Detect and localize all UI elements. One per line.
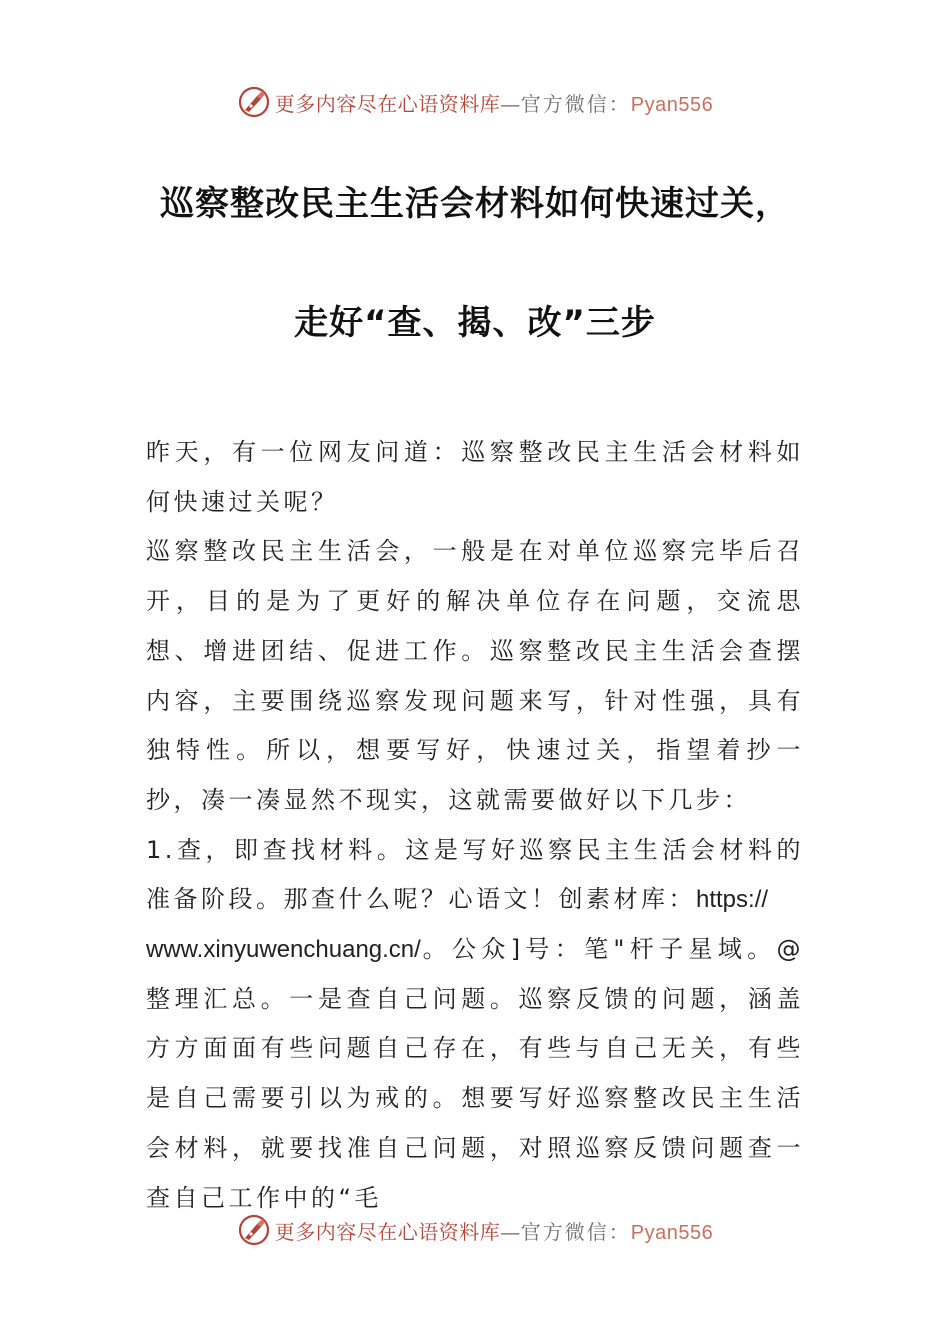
header-watermark-banner <box>0 82 950 122</box>
document-title-line-1: 巡察整改民主生活会材料如何快速过关， <box>160 184 790 224</box>
watermark-text <box>275 88 713 117</box>
watermark-brand: 更多内容尽在心语资料库 <box>274 1219 501 1244</box>
watermark-text <box>275 1216 713 1245</box>
footer-watermark-banner <box>0 1210 950 1250</box>
document-body <box>146 428 804 1223</box>
body-paragraph-1: 昨天，有一位网友问道：巡察整改民主生活会材料如何快速过关呢？ <box>146 438 804 516</box>
body-paragraph-2: 巡察整改民主生活会，一般是在对单位巡察完毕后召开，目的是为了更好的解决单位存在问题，交流思想、增进团结、促进工作。巡察整改民主生活会查摆内容，主要围绕巡察发现问题来写，针对性强，具有独特性。所以，想要写好，快速过关，指望着抄一抄，凑一凑显然不现实，这就需要做好以下几步： <box>146 537 804 814</box>
watermark-wechat-id: Pyan556 <box>630 1221 714 1244</box>
watermark-dash: — <box>500 1219 521 1244</box>
watermark-dash: — <box>500 91 521 116</box>
watermark-official-label: 官方微信： <box>520 91 631 116</box>
pen-nib-circle-icon <box>237 85 271 119</box>
watermark-official-label: 官方微信： <box>520 1219 631 1244</box>
body-paragraph-3-rest: 。公众]号：笔"杆子星域。@整理汇总。一是查自己问题。巡察反馈的问题，涵盖方方面面有些问题自己存在，有些与自己无关，有些是自己需要引以为戒的。想要写好巡察整改民主生活会材料，就要找准自己问题，对照巡察反馈问题查一查自己工作中的“毛 <box>146 935 804 1212</box>
body-paragraph-3 <box>146 826 804 1224</box>
watermark-wechat-id: Pyan556 <box>630 93 714 116</box>
body-paragraph-3-lead: 1.查，即查找材料。这是写好巡察民主生活会材料的准备阶段。那查什么呢？心语文！创素材库： <box>146 835 804 914</box>
body-url-part-2: www.xinyuwenchuang.cn/ <box>146 936 421 964</box>
watermark-brand: 更多内容尽在心语资料库 <box>274 91 501 116</box>
document-title-line-2: 走好“查、揭、改”三步 <box>294 303 656 343</box>
body-url-part-1: https:// <box>696 886 769 914</box>
pen-nib-circle-icon <box>237 1213 271 1247</box>
